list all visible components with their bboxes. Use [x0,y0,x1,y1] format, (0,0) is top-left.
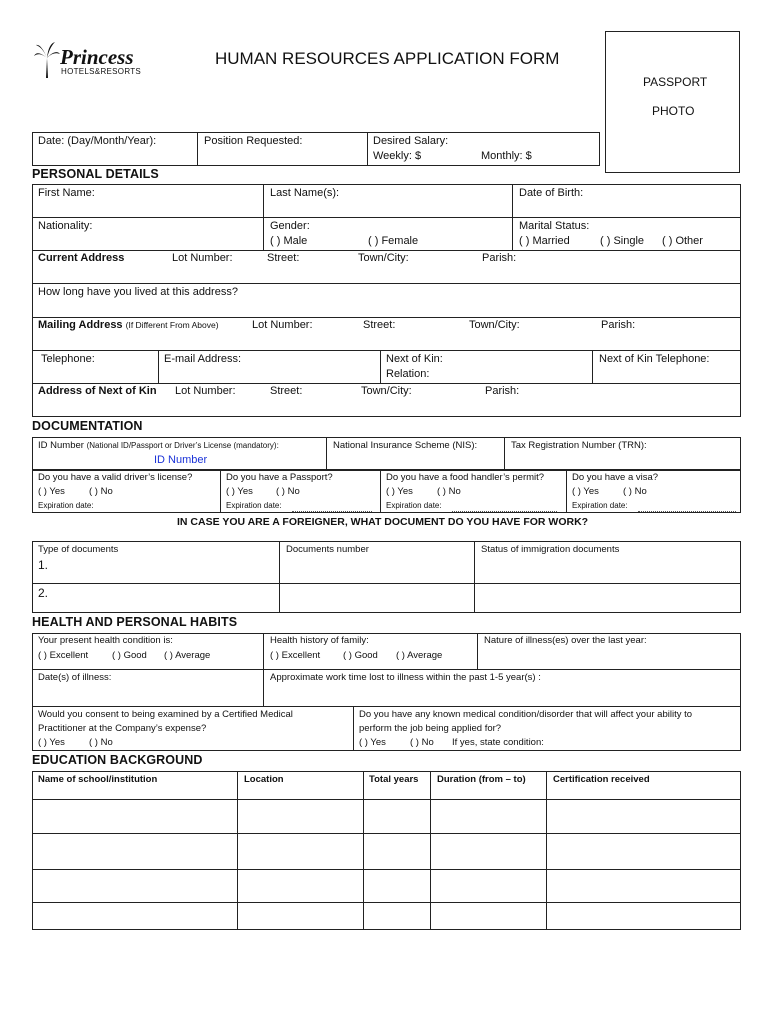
form-title: HUMAN RESOURCES APPLICATION FORM [215,49,560,68]
position-field[interactable]: Position Requested: [204,135,303,147]
current-street-field[interactable]: Street: [267,252,300,264]
work-lost-field[interactable]: Approximate work time lost to illness within the past 1-5 year(s) : [270,672,541,683]
mailing-street-field[interactable]: Street: [363,319,396,331]
marital-single-option[interactable]: ( ) Single [600,235,645,247]
dates-illness-field[interactable]: Date(s) of illness: [38,672,112,683]
known-condition-line-2: perform the job being applied for? [359,723,502,734]
current-address-label: Current Address [38,252,125,264]
consent-line-1: Would you consent to being examined by a Certified Medical [38,709,293,720]
mailing-parish-field[interactable]: Parish: [601,319,636,331]
visa-no-option[interactable]: ( ) No [623,486,647,497]
photo-label: PHOTO [652,104,695,118]
gender-female-option[interactable]: ( ) Female [368,235,419,247]
education-heading: EDUCATION BACKGROUND [32,753,203,767]
how-long-field[interactable]: How long have you lived at this address? [38,286,238,298]
license-yes-option[interactable]: ( ) Yes [38,486,65,497]
food-yes-option[interactable]: ( ) Yes [386,486,413,497]
docs-number-header: Documents number [286,544,369,555]
kin-street-field[interactable]: Street: [270,385,303,397]
doc-row-1[interactable]: 1. [38,558,49,572]
last-name-field[interactable]: Last Name(s): [270,187,340,199]
gender-male-option[interactable]: ( ) Male [270,235,308,247]
brand-logo [34,40,142,82]
visa-yes-option[interactable]: ( ) Yes [572,486,599,497]
foreigner-heading: IN CASE YOU ARE A FOREIGNER, WHAT DOCUMENT DO YOU HAVE FOR WORK? [177,516,589,528]
doc-row-2[interactable]: 2. [38,586,49,600]
family-history-label: Health history of family: [270,635,369,646]
nature-illness-field[interactable]: Nature of illness(es) over the last year: [484,635,647,646]
known-no-option[interactable]: ( ) No [410,737,434,748]
mailing-lot-field[interactable]: Lot Number: [252,319,313,331]
email-field[interactable]: E-mail Address: [164,353,242,365]
passport-label: PASSPORT [643,75,708,89]
personal-details-heading: PERSONAL DETAILS [32,167,159,181]
first-name-field[interactable]: First Name: [38,187,95,199]
trn-field[interactable]: Tax Registration Number (TRN): [511,440,647,451]
passport-yes-option[interactable]: ( ) Yes [226,486,253,497]
food-no-option[interactable]: ( ) No [437,486,461,497]
weekly-salary-field[interactable]: Weekly: $ [373,150,422,162]
food-expiration[interactable]: Expiration date: [386,501,442,510]
next-of-kin-field[interactable]: Next of Kin: [386,353,443,365]
edu-col-certification: Certification received [553,774,650,785]
mailing-address-note: (If Different From Above) [125,320,219,330]
present-health-label: Your present health condition is: [38,635,173,646]
marital-label: Marital Status: [519,220,590,232]
consent-no-option[interactable]: ( ) No [89,737,113,748]
kin-lot-field[interactable]: Lot Number: [175,385,236,397]
current-town-field[interactable]: Town/City: [358,252,409,264]
id-number-input[interactable]: ID Number [154,454,208,466]
food-permit-question: Do you have a food handler’s permit? [386,472,545,483]
family-excellent-option[interactable]: ( ) Excellent [270,650,321,661]
kin-town-field[interactable]: Town/City: [361,385,412,397]
mailing-town-field[interactable]: Town/City: [469,319,520,331]
if-yes-condition-field[interactable]: If yes, state condition: [452,737,544,748]
palm-icon [34,40,60,80]
nis-field[interactable]: National Insurance Scheme (NIS): [333,440,478,451]
date-field[interactable]: Date: (Day/Month/Year): [38,135,157,147]
brand-name: Princess [60,45,134,69]
nationality-field[interactable]: Nationality: [38,220,93,232]
type-docs-header: Type of documents [38,544,119,555]
id-number-note: (National ID/Passport or Driver’s License (mandatory): [86,441,279,450]
education-table [32,771,741,930]
status-docs-header: Status of immigration documents [481,544,620,555]
mailing-address-label [38,318,219,332]
kin-parish-field[interactable]: Parish: [485,385,520,397]
marital-other-option[interactable]: ( ) Other [662,235,703,247]
present-excellent-option[interactable]: ( ) Excellent [38,650,89,661]
consent-yes-option[interactable]: ( ) Yes [38,737,65,748]
family-good-option[interactable]: ( ) Good [343,650,378,661]
salary-label: Desired Salary: [373,135,449,147]
visa-expiration[interactable]: Expiration date: [572,501,628,510]
present-average-option[interactable]: ( ) Average [164,650,211,661]
present-good-option[interactable]: ( ) Good [112,650,147,661]
edu-col-duration: Duration (from – to) [437,774,526,785]
passport-no-option[interactable]: ( ) No [276,486,300,497]
mailing-address-text: Mailing Address [38,319,123,331]
kin-address-label: Address of Next of Kin [38,385,157,397]
current-lot-field[interactable]: Lot Number: [172,252,233,264]
edu-col-years: Total years [369,774,419,785]
current-parish-field[interactable]: Parish: [482,252,517,264]
license-question: Do you have a valid driver’s license? [38,472,193,483]
known-condition-line-1: Do you have any known medical condition/disorder that will affect your ability to [359,709,693,720]
gender-label: Gender: [270,220,310,232]
health-heading: HEALTH AND PERSONAL HABITS [32,615,238,629]
license-no-option[interactable]: ( ) No [89,486,113,497]
visa-question: Do you have a visa? [572,472,659,483]
family-average-option[interactable]: ( ) Average [396,650,443,661]
license-expiration[interactable]: Expiration date: [38,501,94,510]
known-yes-option[interactable]: ( ) Yes [359,737,386,748]
relation-field[interactable]: Relation: [386,368,430,380]
edu-col-location: Location [244,774,284,785]
dob-field[interactable]: Date of Birth: [519,187,584,199]
telephone-field[interactable]: Telephone: [41,353,95,365]
passport-question: Do you have a Passport? [226,472,333,483]
brand-sub: HOTELS&RESORTS [61,67,142,76]
id-number-label [38,440,279,452]
passport-expiration[interactable]: Expiration date: [226,501,282,510]
edu-col-school: Name of school/institution [38,774,158,785]
marital-married-option[interactable]: ( ) Married [519,235,570,247]
kin-telephone-field[interactable]: Next of Kin Telephone: [599,353,710,365]
monthly-salary-field[interactable]: Monthly: $ [481,150,532,162]
documentation-heading: DOCUMENTATION [32,419,143,433]
consent-line-2: Practitioner at the Company’s expense? [38,723,207,734]
foreigner-table [32,541,741,613]
passport-photo-box[interactable] [605,31,740,173]
id-number-text: ID Number [38,440,84,451]
